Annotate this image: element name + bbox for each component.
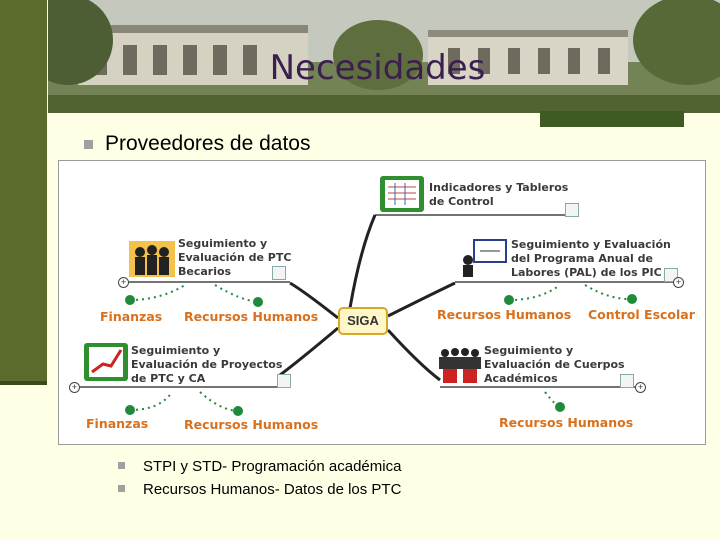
expand-node-icon: + xyxy=(673,277,684,288)
provider-recursos-humanos: Recursos Humanos xyxy=(184,309,319,324)
node-indicadores: Indicadores y Tableros de Control xyxy=(429,181,569,208)
bullet-item: STPI y STD- Programación académica xyxy=(143,458,402,475)
note-icon xyxy=(565,203,579,217)
expand-node-icon: + xyxy=(118,277,129,288)
note-icon xyxy=(620,374,634,388)
chart-icon xyxy=(379,175,425,213)
section-heading: Proveedores de datos xyxy=(105,132,311,155)
bullet-square xyxy=(118,462,125,469)
people-icon xyxy=(128,240,176,278)
node-cuerpos-academicos: Seguimiento y Evaluación de Cuerpos Académicos xyxy=(484,344,625,385)
note-icon xyxy=(277,374,291,388)
provider-control-escolar: Control Escolar xyxy=(588,307,695,322)
expand-node-icon: + xyxy=(635,382,646,393)
group-icon xyxy=(437,345,483,385)
slide-title: Necesidades xyxy=(269,48,486,88)
center-node-siga: SIGA xyxy=(338,307,388,335)
provider-finanzas: Finanzas xyxy=(86,416,149,431)
bullet-square xyxy=(118,485,125,492)
node-proyectos: Seguimiento y Evaluación de Proyectos de PTC y CA xyxy=(131,344,283,385)
provider-recursos-humanos: Recursos Humanos xyxy=(437,307,572,322)
note-icon xyxy=(272,266,286,280)
provider-recursos-humanos: Recursos Humanos xyxy=(499,415,634,430)
node-programa-anual: Seguimiento y Evaluación del Programa Anual de Labores (PAL) de los PIC xyxy=(511,238,671,279)
bullet-item: Recursos Humanos- Datos de los PTC xyxy=(143,481,402,498)
provider-finanzas: Finanzas xyxy=(100,309,163,324)
expand-node-icon: + xyxy=(69,382,80,393)
growth-chart-icon xyxy=(83,342,129,382)
presenter-icon xyxy=(460,238,508,278)
node-evaluacion-ptc: Seguimiento y Evaluación de PTC Becarios xyxy=(178,237,292,278)
provider-recursos-humanos: Recursos Humanos xyxy=(184,417,319,432)
